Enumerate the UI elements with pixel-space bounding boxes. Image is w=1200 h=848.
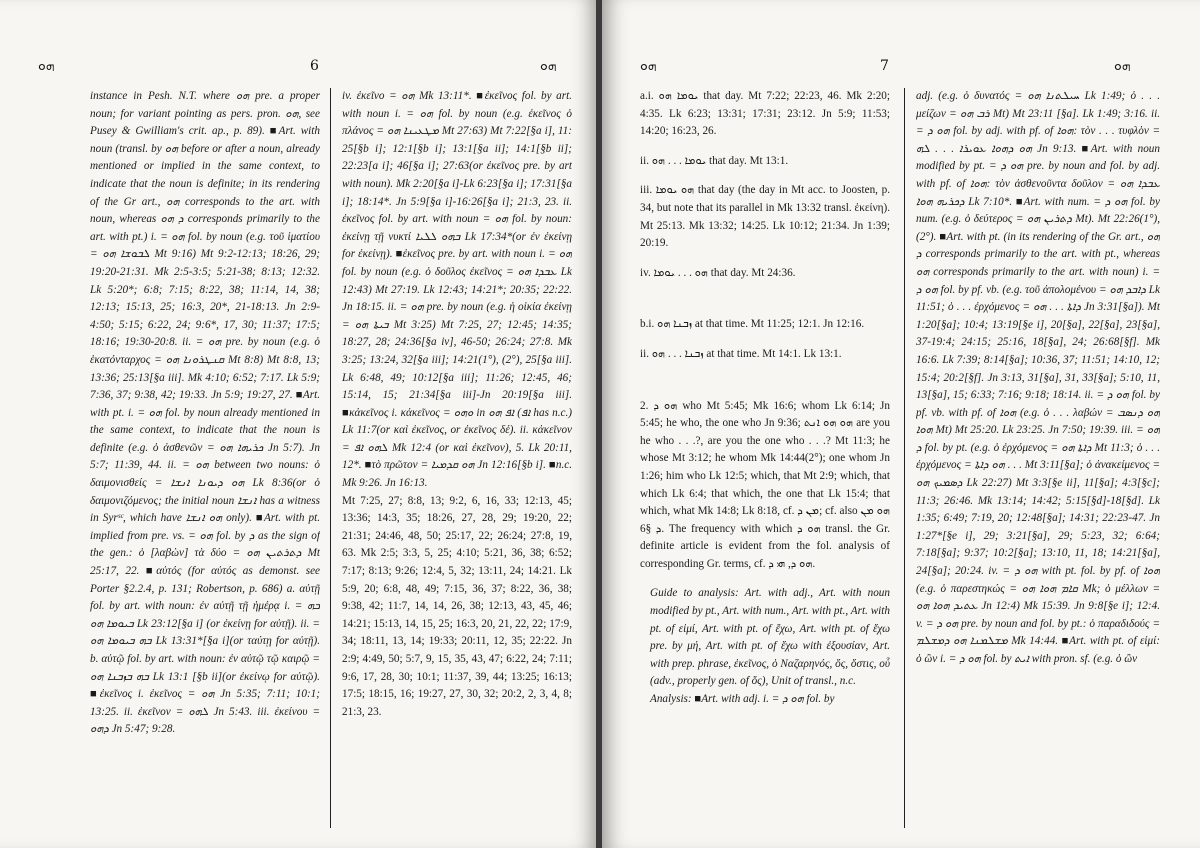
text-column-2 — [342, 88, 572, 840]
entry-paragraph: iv. ܗܘ . . . ܝܘܡܐ that day. Mt 24:36. — [640, 266, 796, 279]
entry-paragraph: Analysis: ■Art. with adj. i. = ܗܘ ܕ fol. by — [650, 693, 835, 706]
page-number: 6 — [310, 58, 319, 74]
entry-paragraph: iii. ܗܘ ܝܘܡܐ that day (the day in Mt acc. to Joosten, p. 34, but note that its parallel in Mk 13:32 transl. ἐκείνη). Mt 25:13. Mk 13:32; 14:25. Lk 10:12; 21:34. Jn 1:39; 20:19. — [640, 184, 890, 250]
entry-paragraph: 2. ܗܘ ܕ who Mt 5:45; Mk 16:6; whom Lk 6:14; Jn 5:45; he who, the one who Jn 9:36; ܗܘ ܗܘ ܐܢܬ are you he who . . .?, are you the one who . . .? Mt 11:3; he whose Mt 3:12; he whom Mk 14:44(2°); one whom Jn 1:26; him who Lk 12:5; which, that Mt 2:9; which, that which Lk 6:4; that which, the one that Lk 15:4; that which, what Mk 14:8; Lk 8:18, cf. ܡܢ ܕ; cf. also ܗܘ ܡܢ ܕ §6. The frequency with which ܗܘ ܕ transl. the Gr. definite article is evident from the fol. analysis of corresponding Gr. terms, cf. ܗܘ ܕ, ܗܝ ܕ. — [640, 399, 890, 570]
running-head-right: ܗܘ — [540, 58, 557, 74]
text-column-3 — [640, 88, 890, 840]
paragraph-gap — [640, 294, 890, 316]
reference-list: Mt 7:25, 27; 8:8, 13; 9:2, 6, 16, 33; 12:13, 45; 13:36; 14:3, 35; 18:26, 27, 28, 29; 19:20, 22; 21:31; 24:46, 48, 50; 25:17, 22; 26:24; 27:8, 19, 63. Mk 2:5; 3:3, 5, 25; 4:10; 5:21, 36, 38; 6:52; 7:17; 8:13; 9:26; 12:4, 5, 32; 13:11, 24; 14:21. Lk 5:9, 20; 6:8, 48, 49; 7:15, 36, 37; 8:22, 36, 38; 9:38, 42; 11:7, 14, 14, 26, 38; 12:13, 43, 45, 46; 14:21; 15:13, 14, 15, 25; 16:3, 20, 21, 22, 22; 17:9, 34; 18:11, 13, 14; 19:33; 20:11, 12, 35; 22:22. Jn 2:9; 4:49, 50; 5:7, 9, 15, 35, 43, 47; 6:22, 24; 7:11; 9:6, 17, 28, 30; 10:1; 11:37, 39, 44; 13:25; 16:13; 17:5; 18:15, 16; 19:27, 27, 30, 32; 20:2, 2, 3, 4, 8; 21:3, 23. — [342, 494, 572, 718]
column-text: iv. ἐκεῖνο = ܗܘ Mk 13:11*. ■ἐκεῖνος fol. by art. with noun i. = ܗܘ fol. by noun (e.g. ἐκεῖνος ὁ πλάνος = ܡܛܥܝܢܐ ܗܘ Mt 27:63) Mt 7:22[§a i], 11: 25[§b i]; 12:1[§b i]; 13:1[§a ii]; 14:1[§b ii]; 22:23[a i]; 46[§a i]; 27:63(or ἐκεῖνος pre. by art with noun). Mk 2:20[§a i]-Lk 6:23[§a i]; 17:31[§a i]; 18:14*. Jn 5:9[§a i]-16:26[§a i]; 21:3, 23. ii. ἐκεῖνος fol. by art. with noun = ܗܘ fol. by noun: ἐκείνῃ τῇ νυκτί ܒܗܘ ܠܠܝܐ Lk 17:34*(or ἐν ἐκείνῃ for ἐκείνῃ). ■ἐκεῖνος pre. by art. with noun i. = ܗܘ fol. by noun (e.g. ὁ δοῦλος ἐκεῖνος = ܥܒܕܐ ܗܘ Lk 12:43) Mt 27:19. Lk 12:43; 14:21*; 20:35; 22:22. Jn 18:15. ii. = ܗܘ pre. by noun (e.g. ἡ οἰκία ἐκείνῃ = ܒܝܬܐ ܗܘ Mt 3:25) Mt 7:25, 27; 12:45; 14:35; 18:27, 28; 24:36[§a iv], 46-50; 26:24; 27:8. Mk 3:25; 13:24, 32[§a iii]; 14:21(1°), (2°), 25[§a iii]. Lk 6:48, 49; 10:12[§a iii]; 11:26; 12:45, 46; 15:14, 15; 21:34[§a iii]-Jn 20:19[§a iii]. ■κἀκεῖνος i. κἀκεῖνος = ܘܗܘ in ܐܦ ܗܘ (ܐܦ has n.c.) Lk 11:7(or καὶ ἐκεῖνος, or ἐκεῖνος δέ). ii. κἀκεῖνον = ܠܗܘ ܐܦ Mk 12:4 (or καὶ ἐκεῖνον), 5. Lk 20:11, 12*. ■τὸ πρῶτον = ܗܘ ܩܕܡܝܐ Jn 12:16[§b i]. ■n.c. Mk 9:26. Jn 16:13. — [342, 90, 572, 490]
entry-paragraph: Guide to analysis: Art. with adj., Art. with noun modified by pt., Art. with num., Art. with pt., Art. with pt. of εἰμί, Art. with pt. of ἔχω, Art. with pt. of ἔχω pre. by μή, Art. with pt. of ἔχω with ἐξουσίαν, Art. with prep. phrase, ἐκεῖνος, ὁ Ναζαρηνός, ὅς, ὅστις, οὗ (adv., properly gen. of ὅς), Unit of transl., n.c. — [650, 587, 890, 688]
entry-paragraph: ii. ܝܘܡܐ . . . ܗܘ that day. Mt 13:1. — [640, 154, 789, 167]
paragraph-gap — [640, 376, 890, 398]
column-divider — [904, 88, 905, 828]
column-divider — [330, 88, 331, 828]
right-page — [602, 0, 1200, 848]
entry-paragraph: ii. ܙܒܢܐ . . . ܗܘ at that time. Mt 14:1. Lk 13:1. — [640, 347, 842, 360]
column-text: adj. (e.g. ὁ δυνατός = ܚܝܠܬܢܐ ܗܘ Lk 1:49; ὁ . . . μείζων = ܪܒ ܗܘ Mt) Mt 23:11 [§a]. Lk 1:49; 3:16. ii. = ܗܘ ܕ fol. by adj. with pf. of ܗܘܐ: τὸν . . . τυφλὸν = ܗܘ ܕܗܘܐ ܥܘܝܪܐ . . . ܠܗ Jn 9:13. ■Art. with noun modified by pt. = ܗܘ ܕ pre. by noun and fol. by adj. with pf. of ܗܘܐ: τὸν ἀσθενοῦντα δοῦλον = ܥܒܕܐ ܗܘ ܕܟܪܝܗ ܗܘܐ Lk 7:10*. ■Art. with num. = ܗܘ ܕ fol. by num. (e.g. ὁ δεύτερος = ܕܬܪܝܢ ܗܘ Mt). Mt 22:26(1°), (2°). ■Art. with pt. (in its rendering of the Gr. art., ܗܘ ܕ corresponds primarily to the art. with pt., whereas ܗܘ corresponds primarily to the art. with noun) i. = ܗܘ ܕ fol. by pf. vb. (e.g. τοῦ ἀπολομένου = ܕܐܒܕ ܗܘ Lk 11:51; ὁ . . . ἐρχόμενος = ܕܐܬܐ . . . ܗܘ Jn 3:31[§a]). Mt 1:20[§a]; 10:4; 13:19[§e i], 20[§a], 22[§a], 23[§a], 37-19:4; 24:15; 25:16, 18[§a], 24; 26:68[§f]. Mk 16:6. Lk 7:39; 8:14[§a]; 10:36, 37; 11:51; 14:10, 12; 15:4; 20:2[§f]. Jn 3:13, 31[§a], 31, 33[§a]; 5:10, 11, 13[§a], 15; 6:33; 7:16; 9:18; 18:14. ii. = ܗܘ ܕ fol. by pf. vb. with pf. of ܗܘܐ (e.g. ὁ . . . λαβών = ܗܘ ܕܢܣܒ ܗܘܐ Mt) Mt 25:20. Lk 23:25. Jn 7:50; 19:39. iii. = ܗܘ ܕ fol. by pt. (e.g. ὁ ἐρχόμενος = ܕܐܬܐ ܗܘ Mt 11:3; ὁ . . . ἐρχόμενος = ܗܘ ܕܐܬܐ . . . Mt 3:11[§a]; ὁ ἀνακείμενος = ܕܣܡܝܟ ܗܘ Lk 22:27) Mt 3:3[§e ii], 11[§a]; 4:3[§c]; 11:3; 26:46. Mk 13:14; 14:42; 5:15[§d]-18[§d]. Lk 1:35; 6:49; 7:19, 20; 12:48[§a]; 14:31; 22:23-47. Jn 1:27*[§e i], 29; 3:21[§a], 29; 5:23, 32; 6:64; 7:18[§a]; 9:37; 10:2[§a]; 13:10, 11, 18; 14:21[§a], 24[§a]; 20:24. iv. = ܗܘ ܕ with pt. fol. by pf. of ܗܘܐ (e.g. ὁ παρεστηκώς = ܩܐܡ ܗܘܐ ܗܘ Mk; ὁ μέλλων = ܥܬܝܕ ܗܘܐ ܗܘ Jn 12:4) Mk 15:39. Jn 9:8[§e i]; 12:4. v. = ܗܘ ܕ pre. by noun and fol. by pt.: ὁ παραδιδούς = ܡܫܠܡܢܐ ܗܘ ܕܡܫܠܡ Mk 14:44. ■Art. with pt. of εἰμί: ὁ ὢν i. = ܗܘ ܕ fol. by ܐܝܬ with pron. sf. (e.g. ὁ ὢν — [916, 90, 1160, 665]
text-column-4 — [916, 88, 1160, 840]
running-head-left: ܗܘ — [640, 58, 657, 74]
running-head-right: ܗܘ — [1114, 58, 1131, 74]
entry-paragraph: b.i. ܙܒܢܐ ܗܘ at that time. Mt 11:25; 12:1. Jn 12:16. — [640, 318, 865, 331]
entry-paragraph: a.i. ܝܘܡܐ ܗܘ that day. Mt 7:22; 22:23, 46. Mk 2:20; 4:35. Lk 6:23; 13:31; 17:31; 23:12. Jn 5:9; 11:53; 14:20; 16:23, 26. — [640, 90, 890, 138]
running-head-left: ܗܘ — [38, 58, 55, 74]
page-number: 7 — [880, 58, 889, 74]
text-column-1 — [90, 88, 320, 840]
column-text: instance in Pesh. N.T. where ܗܘ pre. a proper noun; for variant pointing as pers. pron. ܗܘ, see Pusey & Gwilliam's crit. ap., p. 89). ■Art. with noun (transl. by ܗܘ before or after a noun, already mentioned or implied in the same context, to indicate that the noun is definite; in its rendering of the Gr art., ܗܘ corresponds to the art. with noun, whereas ܕ ܗܘ corresponds primarily to the art. with pt.) i. = ܗܘ fol. by noun (e.g. τοῦ ἱματίου = ܠܒܘܫܐ ܗܘ Mt 9:16) Mt 9:2-12:13; 18:26, 29; 19:20-21:31. Mk 2:5-3:5; 5:21-38; 8:13; 12:32. Lk 5:20*; 6:8; 7:15; 8:22, 38; 11:14, 14, 38; 12:13; 15:13, 25; 16:3, 20*, 21-18:13. Jn 2:9-4:50; 5:15; 6:22, 24; 9:6*, 17, 30; 11:37; 17:5; 18:16; 19:30-20:8. ii. = ܗܘ pre. by noun (e.g. ὁ ἑκατόνταρχος = ܩܢܛܪܘܢܐ ܗܘ Mt 8:8) Mt 8:8, 13; 13:36; 25:13[§a iii]. Mk 4:10; 6:52; 7:17. Lk 5:9; 7:36, 37; 9:38, 42; 19:33. Jn 5:9; 19:27, 27. ■Art. with pt. i. = ܗܘ fol. by noun already mentioned in the same context, to indicate that the noun is definite (e.g. ὁ ἀσθενῶν = ܟܪܝܗܐ ܗܘ Jn 5:7). Jn 5:7; 11:39, 44. ii. = ܗܘ between two nouns: ὁ δαιμονισθείς = ܗܘ ܕܝܘܢܐ ܐܢܫܐ Lk 8:36(or ὁ δαιμονιζόμενος; the initial noun ܐܢܫܐ has a witness in Syrˢᶜ, which have ܗܘ ܐܢܫܐ only). ■Art. with pt. implied from pre. vs. = ܗܘ fol. by ܕ as the sign of the gen.: ὁ [λαβὼν] τὰ δύο = ܕܬܪܬܝܢ ܗܘ Mt 25:17, 22. ■αὐτός (for αὐτός as demonst. see Porter §2.2.4, p. 131; Robertson, p. 686) a. αὐτῇ fol. by art. with noun: ἐν αὐτῇ τῇ ἡμέρᾳ i. = ܒܗ ܒܝܘܡܐ ܗܘ Lk 23:12[§a i] (or ἐκείνῃ for αὐτῇ). ii. = ܒܗ ܒܝܘܡܐ ܗܘ Lk 13:31*[§a i](or ταύτῃ for αὐτῇ). b. αὐτῷ fol. by art. with noun: ἐν αὐτῷ τῷ καιρῷ = ܒܗ ܒܙܒܢܐ ܗܘ Lk 13:1 [§b ii](or ἐκείνῳ for αὐτῷ). ■ἐκεῖνος i. ἐκεῖνος = ܗܘ Jn 5:35; 7:11; 10:1; 13:25. ii. ἐκεῖνον = ܠܗܘ Jn 5:43. iii. ἐκείνου = ܕܗܘ Jn 5:47; 9:28. — [90, 90, 320, 736]
left-page — [0, 0, 598, 848]
